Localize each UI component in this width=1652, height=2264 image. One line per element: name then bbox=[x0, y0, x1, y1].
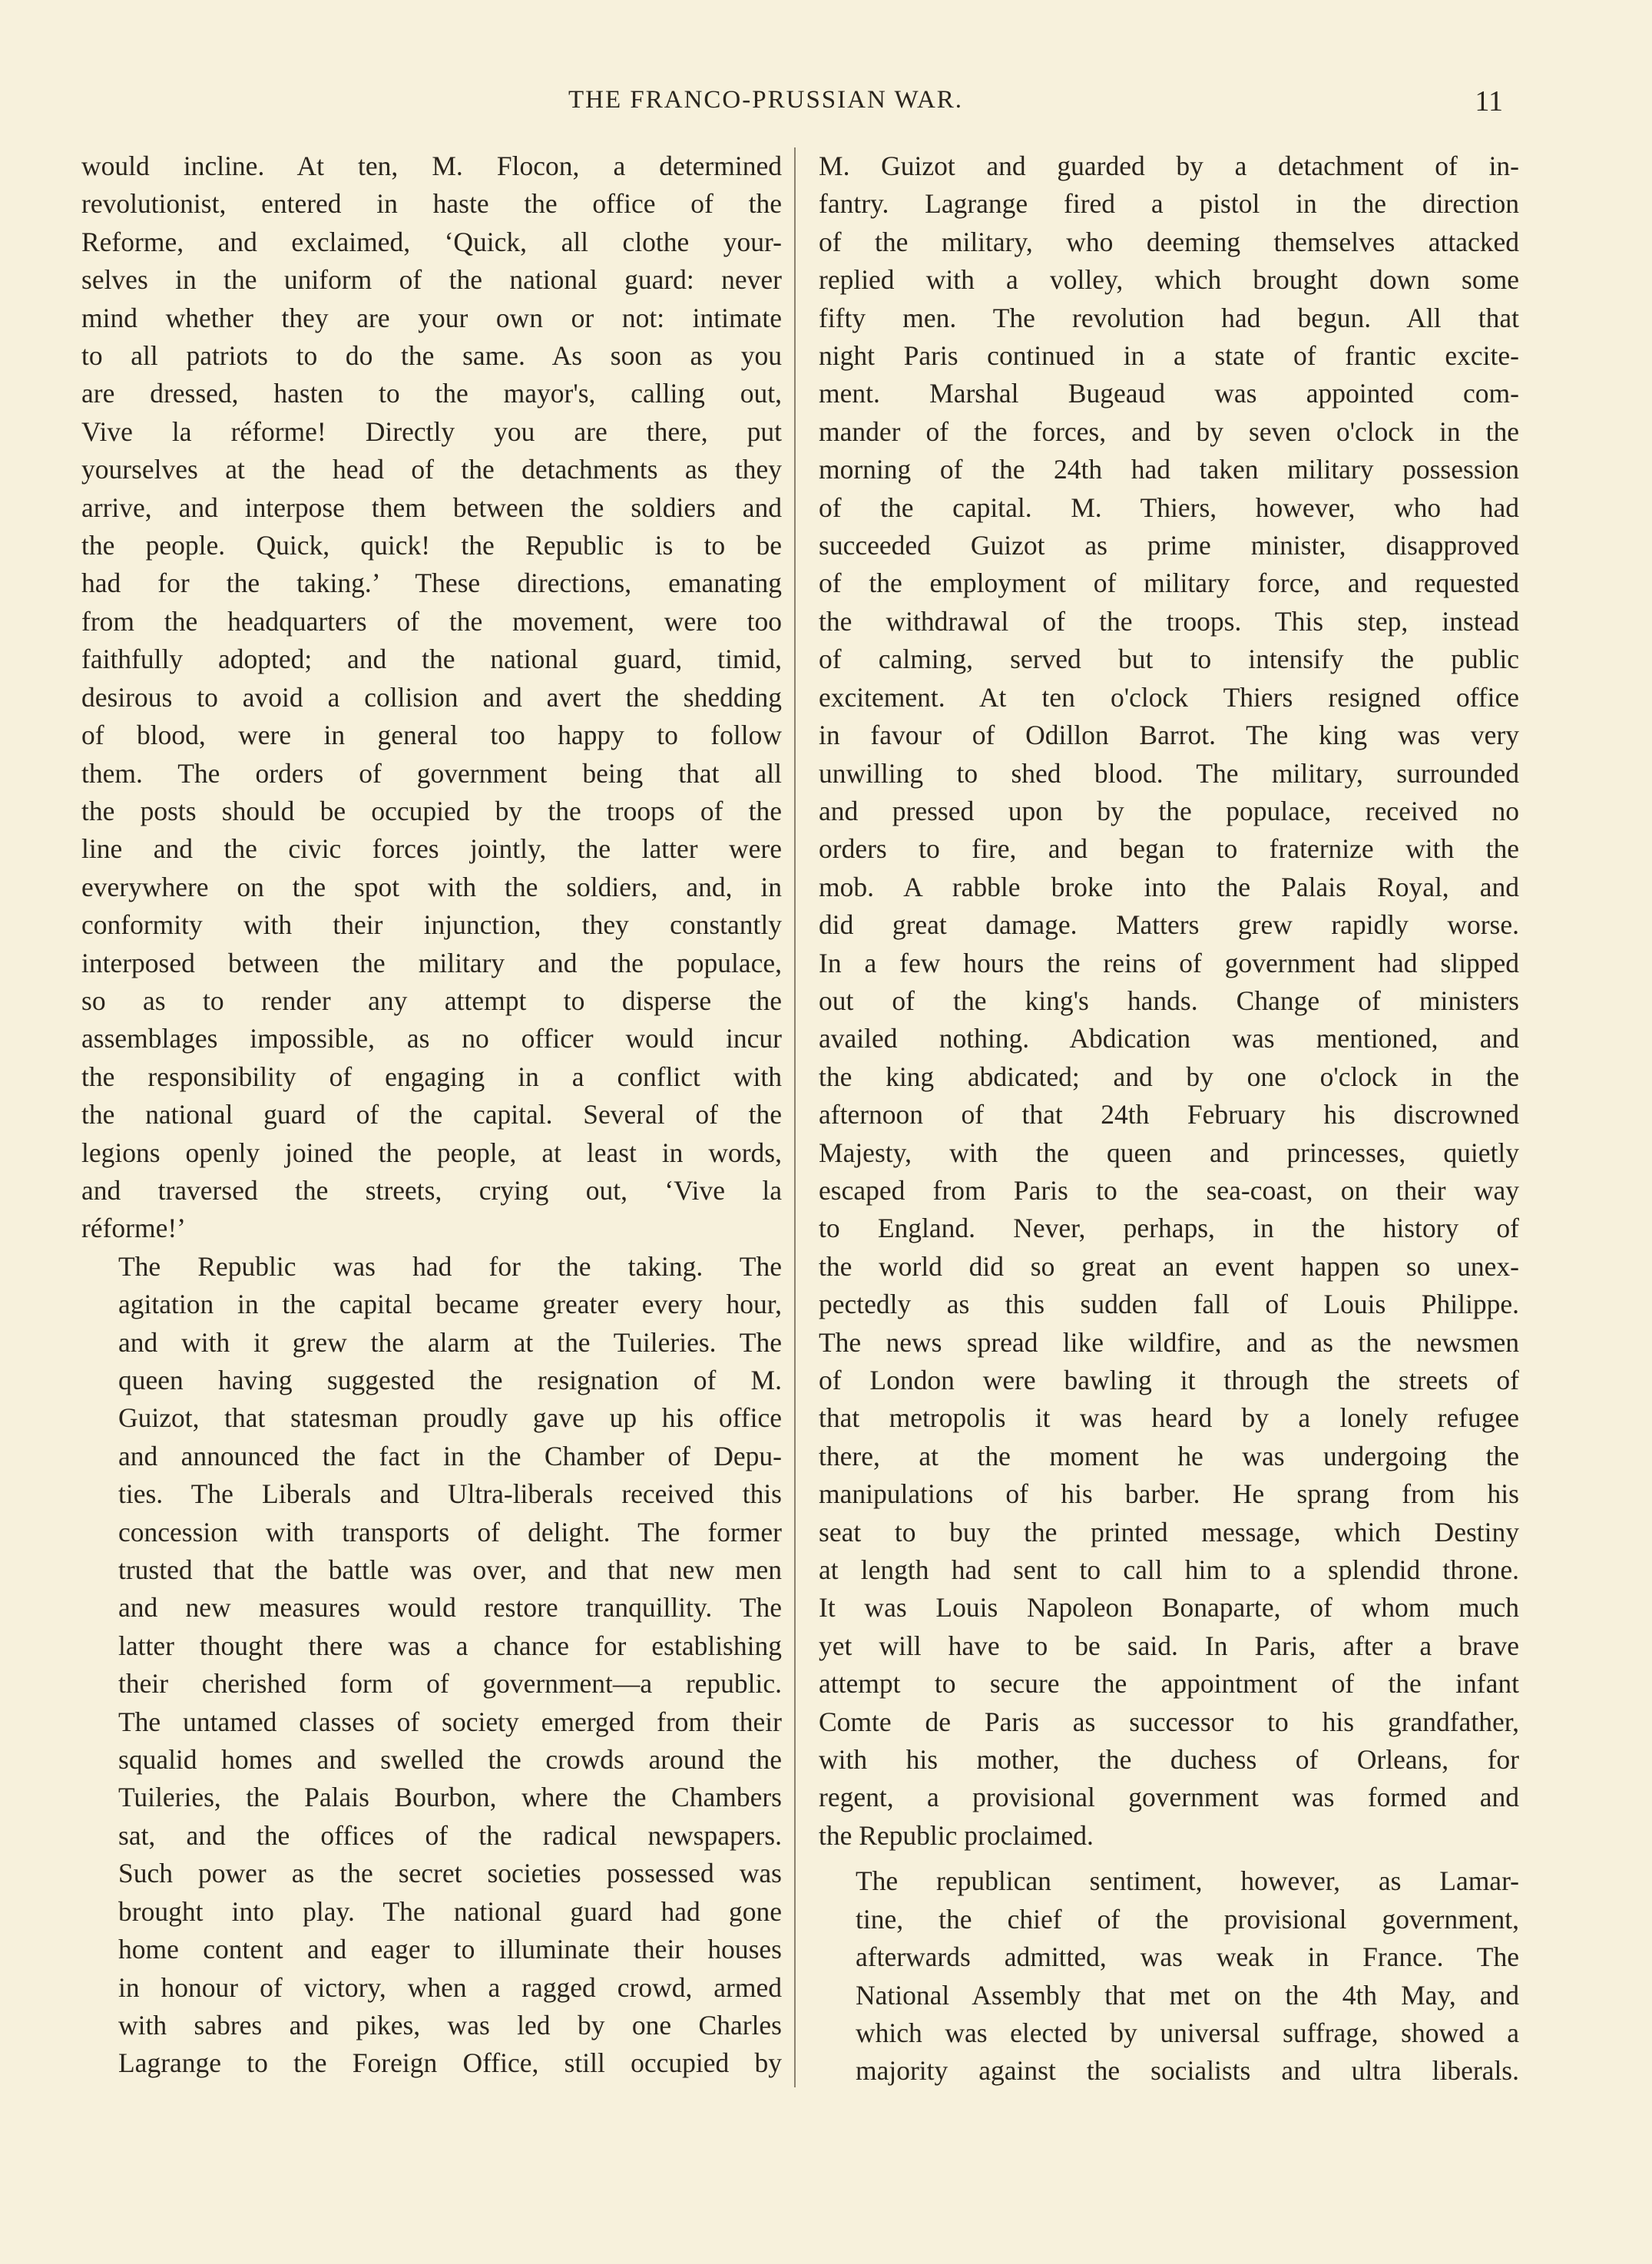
text-line: legions openly joined the people, at least in words, bbox=[81, 1137, 782, 1168]
text-line: revolutionist, entered in haste the office of the bbox=[81, 188, 782, 220]
text-line: latter thought there was a chance for establishing bbox=[118, 1630, 782, 1661]
text-line: the Republic proclaimed. bbox=[819, 1819, 1094, 1851]
text-line: concession with transports of delight. The former bbox=[118, 1516, 782, 1547]
text-line: out of the king's hands. Change of ministers bbox=[819, 985, 1519, 1016]
text-line: afterwards admitted, was weak in France. The bbox=[856, 1941, 1519, 1973]
text-line: replied with a volley, which brought down some bbox=[819, 264, 1519, 296]
text-line: in honour of victory, when a ragged crowd, armed bbox=[118, 1971, 782, 2003]
right-column bbox=[819, 147, 1519, 2090]
text-line: there, at the moment he was undergoing the bbox=[819, 1440, 1519, 1471]
text-line: of the capital. M. Thiers, however, who had bbox=[819, 492, 1519, 523]
text-line: the king abdicated; and by one o'clock in the bbox=[819, 1061, 1519, 1092]
page-number: 11 bbox=[1475, 85, 1503, 118]
text-line: so as to render any attempt to disperse the bbox=[81, 985, 782, 1016]
text-line: mander of the forces, and by seven o'clock in the bbox=[819, 415, 1519, 447]
text-line: The untamed classes of society emerged from their bbox=[118, 1706, 782, 1737]
text-line: morning of the 24th had taken military possession bbox=[819, 454, 1519, 485]
text-line: unwilling to shed blood. The military, surrounded bbox=[819, 757, 1519, 789]
text-line: Tuileries, the Palais Bourbon, where the Chambers bbox=[118, 1782, 782, 1813]
text-line: mob. A rabble broke into the Palais Royal, and bbox=[819, 871, 1519, 902]
text-line: mind whether they are your own or not: intimate bbox=[81, 302, 782, 333]
text-line: réforme!’ bbox=[81, 1213, 186, 1244]
text-line: and with it grew the alarm at the Tuileries. The bbox=[118, 1326, 782, 1358]
text-line: M. Guizot and guarded by a detachment of in- bbox=[819, 151, 1519, 181]
paragraph bbox=[819, 1862, 1519, 2090]
text-line: with sabres and pikes, was led by one Charles bbox=[118, 2009, 782, 2041]
left-column bbox=[81, 147, 782, 2083]
text-line: would incline. At ten, M. Flocon, a determined bbox=[81, 151, 782, 181]
text-line: regent, a provisional government was formed and bbox=[819, 1782, 1519, 1813]
text-line: The Republic was had for the taking. The bbox=[118, 1250, 782, 1282]
running-title: THE FRANCO-PRUSSIAN WAR. bbox=[568, 86, 964, 114]
text-line: and traversed the streets, crying out, ‘Vive la bbox=[81, 1174, 782, 1206]
text-line: ties. The Liberals and Ultra-liberals received this bbox=[118, 1478, 782, 1510]
text-line: home content and eager to illuminate their houses bbox=[118, 1934, 782, 1965]
text-line: agitation in the capital became greater every hour, bbox=[118, 1289, 782, 1320]
text-line: succeeded Guizot as prime minister, disapproved bbox=[819, 530, 1519, 561]
text-line: attempt to secure the appointment of the infant bbox=[819, 1668, 1519, 1700]
text-line: the national guard of the capital. Several of the bbox=[81, 1099, 782, 1130]
text-line: The news spread like wildfire, and as the newsmen bbox=[819, 1326, 1519, 1358]
text-line: faithfully adopted; and the national guard, timid, bbox=[81, 644, 782, 675]
text-line: seat to buy the printed message, which Destiny bbox=[819, 1516, 1519, 1547]
text-line: Such power as the secret societies possessed was bbox=[118, 1858, 782, 1889]
text-line: excitement. At ten o'clock Thiers resigned office bbox=[819, 681, 1519, 713]
text-line: Majesty, with the queen and princesses, quietly bbox=[819, 1137, 1519, 1168]
text-line: Comte de Paris as successor to his grandfather, bbox=[819, 1706, 1519, 1737]
text-line: of calming, served but to intensify the public bbox=[819, 644, 1519, 675]
text-line: arrive, and interpose them between the soldiers and bbox=[81, 492, 782, 523]
text-line: at length had sent to call him to a splendid throne. bbox=[819, 1554, 1519, 1586]
text-line: conformity with their injunction, they constantly bbox=[81, 909, 782, 941]
text-line: which was elected by universal suffrage, showed a bbox=[856, 2017, 1519, 2048]
text-line: line and the civic forces jointly, the latter were bbox=[81, 833, 782, 865]
text-line: pectedly as this sudden fall of Louis Philippe. bbox=[819, 1289, 1519, 1320]
text-line: trusted that the battle was over, and that new men bbox=[118, 1554, 782, 1586]
text-line: orders to fire, and began to fraternize with the bbox=[819, 833, 1519, 865]
text-line: to England. Never, perhaps, in the history of bbox=[819, 1213, 1519, 1244]
text-line: selves in the uniform of the national guard: never bbox=[81, 264, 782, 296]
text-line: fifty men. The revolution had begun. All that bbox=[819, 302, 1519, 333]
text-line: escaped from Paris to the sea-coast, on their way bbox=[819, 1174, 1519, 1206]
text-line: queen having suggested the resignation of M. bbox=[118, 1365, 782, 1395]
text-line: squalid homes and swelled the crowds around the bbox=[118, 1744, 782, 1776]
text-line: with his mother, the duchess of Orleans, for bbox=[819, 1744, 1519, 1776]
text-line: ment. Marshal Bugeaud was appointed com- bbox=[819, 378, 1519, 409]
paragraph bbox=[819, 147, 1519, 1855]
text-line: had for the taking.’ These directions, emanating bbox=[81, 568, 782, 599]
text-line: availed nothing. Abdication was mentioned, and bbox=[819, 1023, 1519, 1054]
column-divider bbox=[794, 147, 796, 2087]
text-line: of London were bawling it through the streets of bbox=[819, 1365, 1519, 1395]
text-line: In a few hours the reins of government had slipped bbox=[819, 947, 1519, 978]
text-line: the posts should be occupied by the troops of the bbox=[81, 795, 782, 826]
text-line: are dressed, hasten to the mayor's, calling out, bbox=[81, 378, 782, 409]
text-line: Lagrange to the Foreign Office, still occupied by bbox=[118, 2047, 782, 2079]
text-line: from the headquarters of the movement, were too bbox=[81, 605, 782, 637]
text-line: of blood, were in general too happy to follow bbox=[81, 720, 782, 751]
text-line: and announced the fact in the Chamber of Depu- bbox=[118, 1440, 782, 1471]
text-line: that metropolis it was heard by a lonely refugee bbox=[819, 1402, 1519, 1434]
text-line: yourselves at the head of the detachments as they bbox=[81, 454, 782, 485]
text-line: interposed between the military and the populace, bbox=[81, 947, 782, 978]
text-line: It was Louis Napoleon Bonaparte, of whom much bbox=[819, 1592, 1519, 1624]
text-line: tine, the chief of the provisional government, bbox=[856, 1903, 1519, 1935]
text-line: sat, and the offices of the radical newspapers. bbox=[118, 1819, 782, 1851]
text-line: the responsibility of engaging in a conflict with bbox=[81, 1061, 782, 1092]
text-line: of the employment of military force, and requested bbox=[819, 568, 1519, 599]
text-line: did great damage. Matters grew rapidly worse. bbox=[819, 909, 1519, 941]
text-line: The republican sentiment, however, as Lamar- bbox=[856, 1865, 1519, 1897]
text-line: and pressed upon by the populace, received no bbox=[819, 795, 1519, 826]
text-line: brought into play. The national guard had gone bbox=[118, 1895, 782, 1927]
running-head bbox=[0, 86, 1652, 123]
text-line: the world did so great an event happen so unex- bbox=[819, 1250, 1519, 1282]
text-line: majority against the socialists and ultra liberals. bbox=[856, 2055, 1519, 2087]
text-line: assemblages impossible, as no officer would incur bbox=[81, 1023, 782, 1054]
text-line: National Assembly that met on the 4th May, and bbox=[856, 1979, 1519, 2011]
text-line: Vive la réforme! Directly you are there, put bbox=[81, 415, 782, 447]
text-line: afternoon of that 24th February his discrowned bbox=[819, 1099, 1519, 1130]
text-line: night Paris continued in a state of frantic excite- bbox=[819, 340, 1519, 372]
text-line: to all patriots to do the same. As soon as you bbox=[81, 340, 782, 372]
text-line: everywhere on the spot with the soldiers, and, in bbox=[81, 871, 782, 902]
text-line: desirous to avoid a collision and avert the shedding bbox=[81, 681, 782, 713]
text-line: of the military, who deeming themselves attacked bbox=[819, 226, 1519, 257]
text-line: in favour of Odillon Barrot. The king was very bbox=[819, 720, 1519, 751]
text-line: Reforme, and exclaimed, ‘Quick, all clothe your- bbox=[81, 226, 782, 257]
text-line: yet will have to be said. In Paris, after a brave bbox=[819, 1630, 1519, 1661]
text-line: Guizot, that statesman proudly gave up his office bbox=[118, 1402, 782, 1434]
paragraph bbox=[81, 1248, 782, 2083]
text-line: their cherished form of government—a republic. bbox=[118, 1668, 782, 1700]
text-line: them. The orders of government being that all bbox=[81, 757, 782, 789]
text-line: the withdrawal of the troops. This step, instead bbox=[819, 605, 1519, 637]
text-line: manipulations of his barber. He sprang from his bbox=[819, 1478, 1519, 1510]
text-line: and new measures would restore tranquillity. The bbox=[118, 1592, 782, 1624]
paragraph bbox=[81, 147, 782, 1248]
text-line: the people. Quick, quick! the Republic is to be bbox=[81, 530, 782, 561]
text-line: fantry. Lagrange fired a pistol in the direction bbox=[819, 188, 1519, 220]
